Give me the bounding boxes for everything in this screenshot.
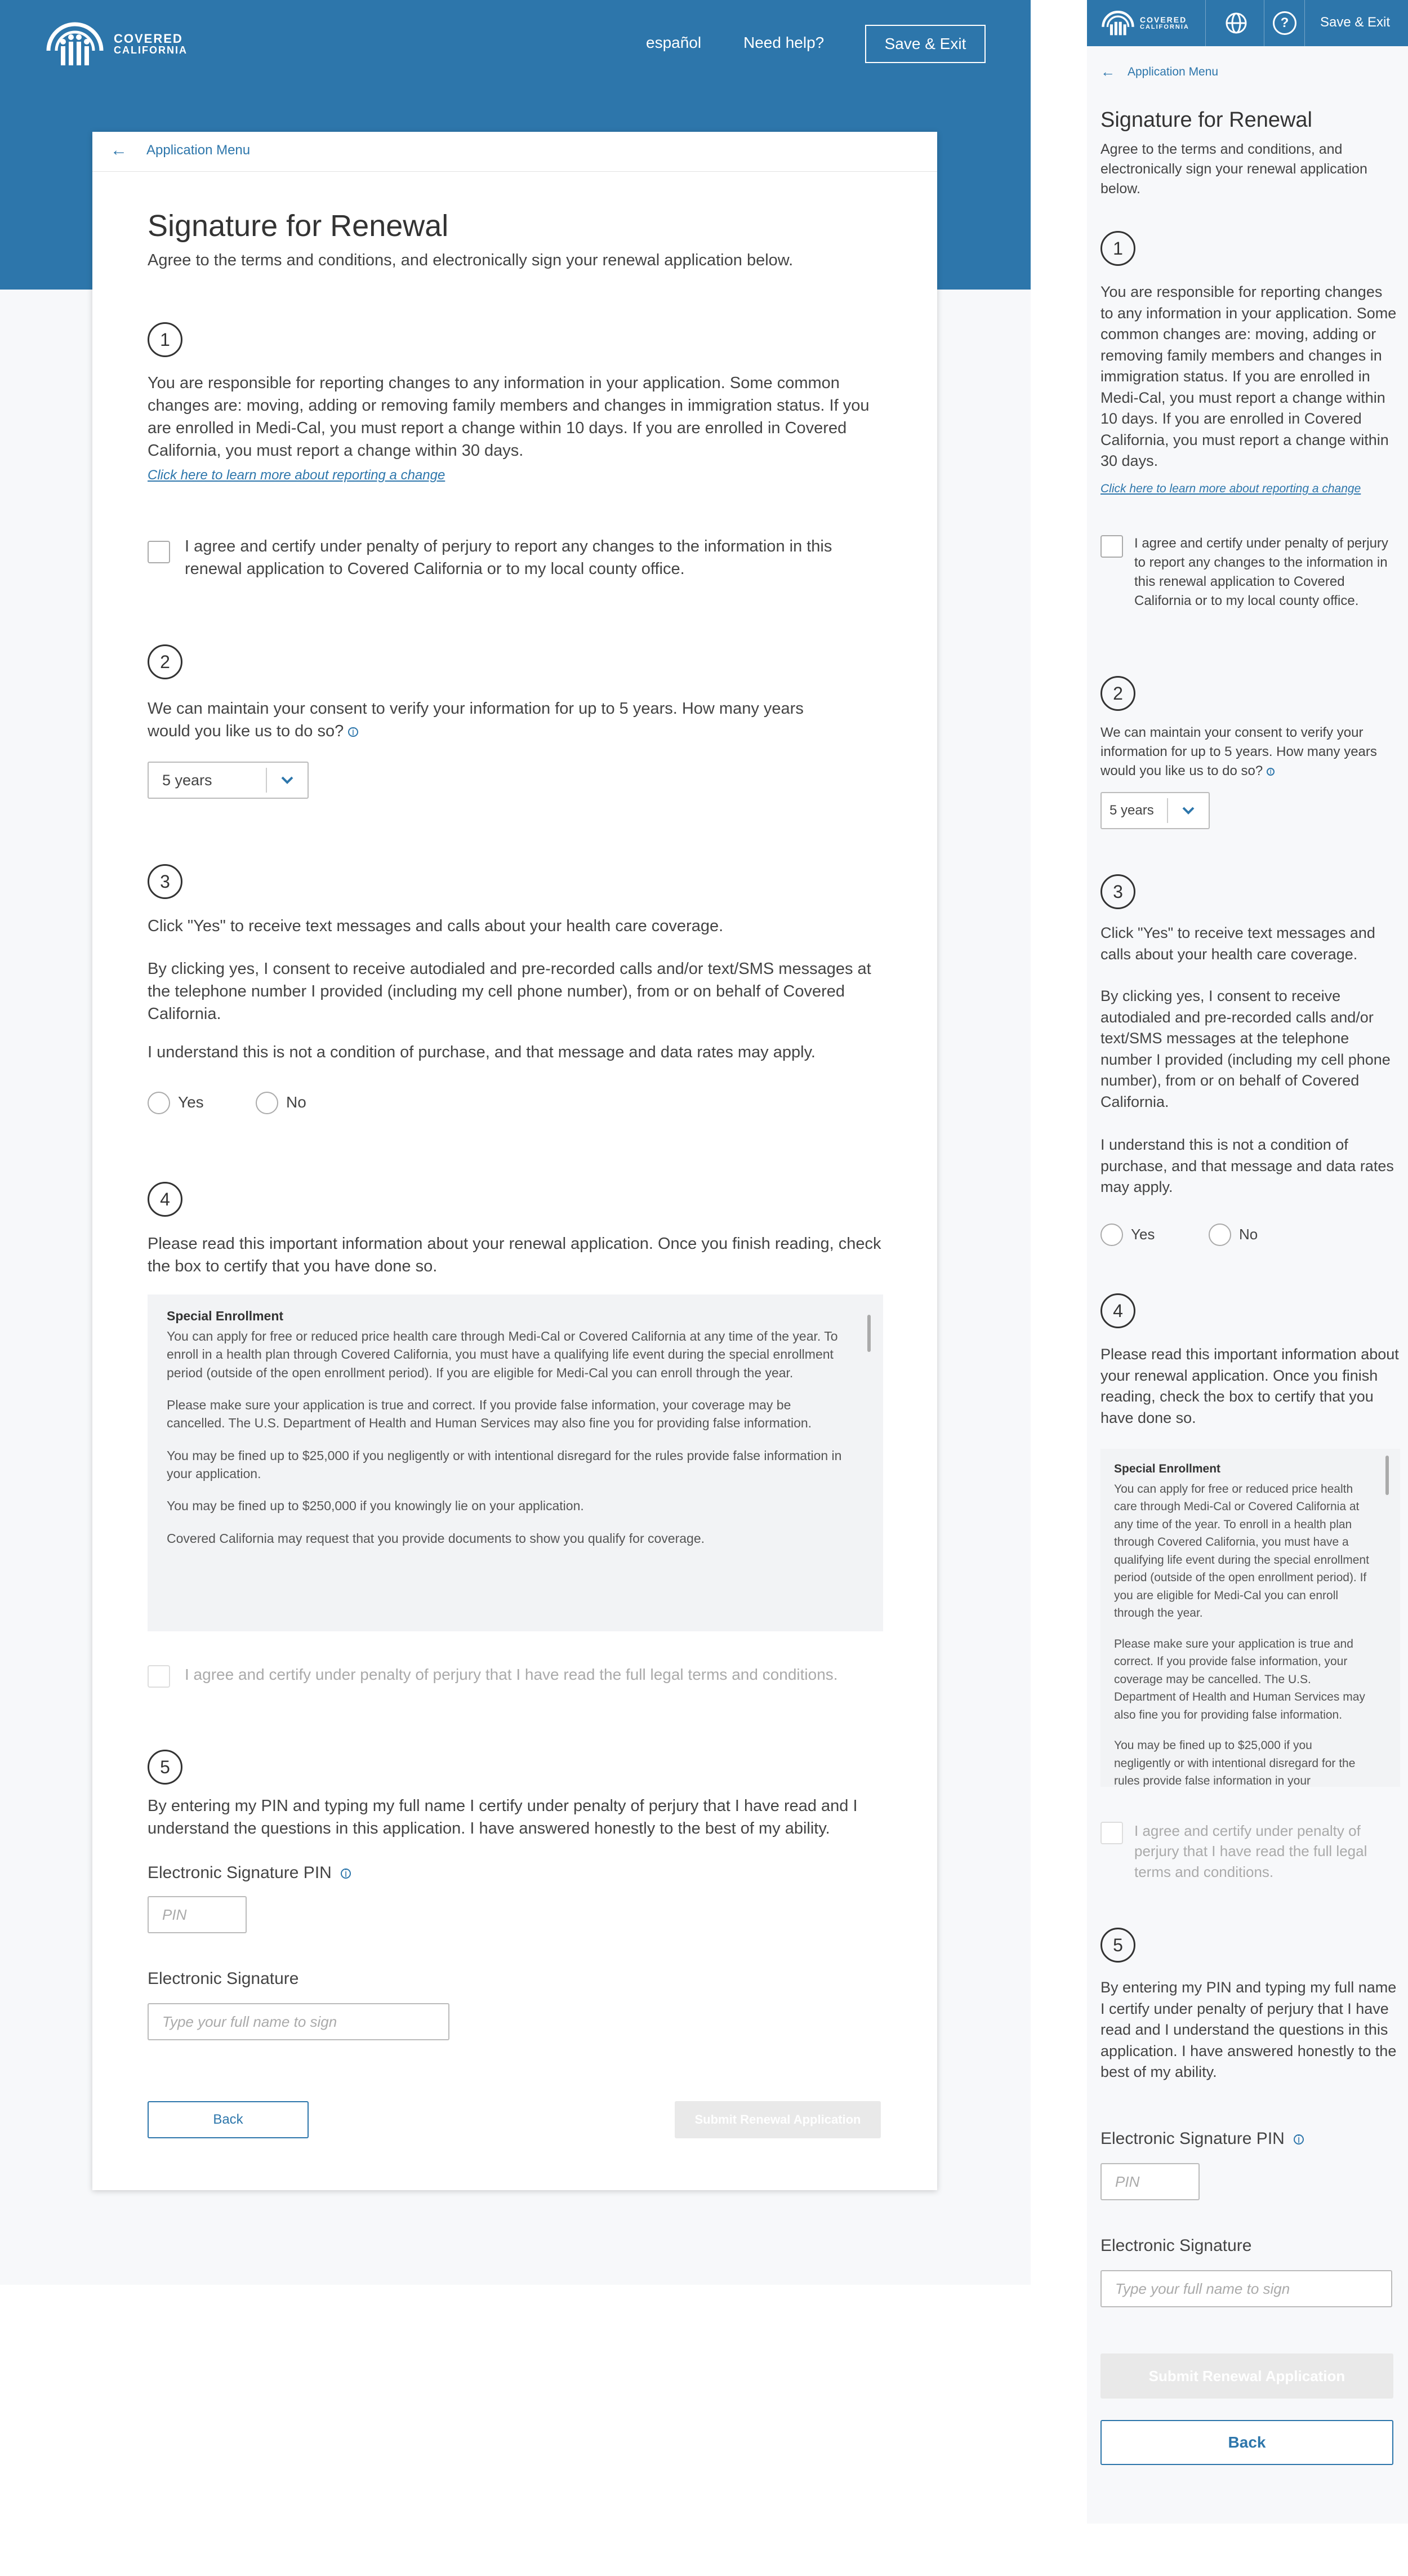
no-radio[interactable] xyxy=(256,1092,278,1114)
question-icon[interactable]: ? xyxy=(1273,11,1296,35)
chevron-down-icon xyxy=(266,768,308,792)
step-2-text-content: We can maintain your consent to verify your information for up to 5 years. How many years would you like us to do so? xyxy=(148,700,804,741)
step-3-consent: By clicking yes, I consent to receive autodialed and pre-recorded calls and/or text/SMS messages at the telephone number I provided (including my cell phone number), from or on behalf of Covered California. xyxy=(148,960,871,1024)
step-1-marker: 1 xyxy=(1100,231,1135,266)
back-button[interactable]: Back xyxy=(1100,2420,1393,2465)
report-changes-label: I agree and certify under penalty of perjury to report any changes to the information in this renewal application to Covered California or to my local county office. xyxy=(185,537,832,579)
step-4-marker: 4 xyxy=(1100,1293,1135,1328)
yes-label: Yes xyxy=(1131,1226,1155,1243)
pin-input[interactable]: PIN xyxy=(1100,2163,1200,2200)
signature-label: Electronic Signature xyxy=(1100,2236,1252,2255)
legal-paragraph: You may be fined up to $25,000 if you negligently or with intentional disregard for the rules provide false information in your xyxy=(1114,1739,1356,1787)
info-icon[interactable]: i xyxy=(348,727,358,737)
legal-terms-box[interactable] xyxy=(148,1294,883,1631)
logo-icon xyxy=(1100,7,1135,39)
step-3-disclaimer: I understand this is not a condition of purchase, and that message and data rates may apply. xyxy=(148,1043,816,1061)
back-button[interactable]: Back xyxy=(148,2101,309,2138)
step-2-marker: 2 xyxy=(1100,676,1135,711)
step-5-marker: 5 xyxy=(148,1750,182,1785)
left-arrow-icon: ← xyxy=(1100,63,1115,80)
no-label: No xyxy=(1239,1226,1258,1243)
step-1-text: You are responsible for reporting changes to any information in your application. Some common changes are: moving, adding or removing family members and changes in immigration status. If you are enrolled in Medi-Cal, you must report a change within 10 days. If you are enrolled in Covered California, you must report a change within 30 days. xyxy=(148,374,870,460)
legal-heading: Special Enrollment xyxy=(1114,1462,1221,1475)
legal-paragraph: You may be fined up to $25,000 if you negligently or with intentional disregard for the rules provide false information in your application. xyxy=(167,1448,842,1481)
mobile-header xyxy=(1087,0,1408,46)
no-label: No xyxy=(286,1093,306,1111)
mobile-view xyxy=(1087,0,1408,2524)
legal-paragraph: You may be fined up to $250,000 if you knowingly lie on your application. xyxy=(167,1498,584,1514)
legal-terms-label: I agree and certify under penalty of perjury that I have read the full legal terms and conditions. xyxy=(1134,1822,1367,1880)
legal-terms-box[interactable] xyxy=(1100,1449,1400,1787)
legal-scrollbar[interactable] xyxy=(1385,1456,1389,1495)
covered-california-logo[interactable] xyxy=(44,16,188,72)
renewal-card xyxy=(92,132,937,2190)
step-3-marker: 3 xyxy=(148,864,182,899)
step-3-consent: By clicking yes, I consent to receive autodialed and pre-recorded calls and/or text/SMS messages at the telephone number I provided (including my cell phone number), from or on behalf of Covered California. xyxy=(1100,987,1391,1110)
pin-label-text: Electronic Signature PIN xyxy=(1100,2129,1285,2148)
signature-label: Electronic Signature xyxy=(148,1969,299,1988)
logo-line-2: CALIFORNIA xyxy=(114,45,188,56)
legal-paragraph: Please make sure your application is true and correct. If you provide false information, your coverage may be cancelled. The U.S. Department of Health and Human Services may also fine you for providing false information. xyxy=(1114,1637,1365,1721)
yes-radio[interactable] xyxy=(1100,1224,1123,1246)
step-3-intro: Click "Yes" to receive text messages and calls about your health care coverage. xyxy=(1100,924,1375,963)
legal-paragraph: You can apply for free or reduced price health care through Medi-Cal or Covered California at any time of the year. To enroll in a health plan through Covered California, you must have a qualifying life event during the special enrollment period (outside of the open enrollment period). If you are eligible for Medi-Cal you can enroll through the year. xyxy=(1114,1482,1369,1620)
info-icon[interactable]: i xyxy=(1267,768,1275,776)
covered-california-logo[interactable] xyxy=(1100,7,1189,39)
reporting-change-link[interactable]: Click here to learn more about reporting a change xyxy=(148,468,445,483)
reporting-change-link[interactable]: Click here to learn more about reporting a change xyxy=(1100,482,1361,495)
report-changes-checkbox[interactable] xyxy=(1100,535,1123,558)
consent-years-select[interactable] xyxy=(148,762,309,799)
step-2-text xyxy=(1100,723,1399,781)
legal-paragraph: Covered California may request that you provide documents to show you qualify for coverage. xyxy=(167,1531,705,1546)
page-subtitle: Agree to the terms and conditions, and electronically sign your renewal application below. xyxy=(1100,141,1367,197)
logo-line-1: COVERED xyxy=(114,32,183,46)
yes-radio[interactable] xyxy=(148,1092,170,1114)
step-5-marker: 5 xyxy=(1100,1928,1135,1963)
step-3-marker: 3 xyxy=(1100,874,1135,909)
legal-scrollbar[interactable] xyxy=(867,1315,871,1352)
pin-input[interactable]: PIN xyxy=(148,1896,247,1933)
step-4-text: Please read this important information about your renewal application. Once you finish reading, check the box to certify that you have done so. xyxy=(148,1235,881,1276)
no-radio[interactable] xyxy=(1209,1224,1231,1246)
divider xyxy=(1205,0,1206,46)
step-1-text: You are responsible for reporting changes to any information in your application. Some common changes are: moving, adding or removing family members and changes in immigration status. If you are enrolled in Medi-Cal, you must report a change within 10 days. If you are enrolled in Covered California, you must report a change within 30 days. xyxy=(1100,283,1397,470)
logo-line-1: COVERED xyxy=(1140,15,1187,24)
page-title: Signature for Renewal xyxy=(1100,108,1312,132)
globe-icon[interactable] xyxy=(1224,11,1248,38)
step-1-marker: 1 xyxy=(148,322,182,357)
info-icon[interactable]: i xyxy=(341,1868,351,1879)
application-menu-label: Application Menu xyxy=(1128,65,1219,78)
step-2-text xyxy=(148,697,823,742)
submit-renewal-button[interactable]: Submit Renewal Application xyxy=(1100,2353,1393,2399)
consent-years-select[interactable] xyxy=(1100,792,1210,829)
page-title: Signature for Renewal xyxy=(148,209,449,243)
pin-label-text: Electronic Signature PIN xyxy=(148,1863,332,1882)
logo-icon xyxy=(44,16,106,72)
pin-label xyxy=(1100,2129,1304,2148)
application-menu-link[interactable] xyxy=(1100,63,1218,81)
consent-years-value: 5 years xyxy=(1110,803,1154,818)
signature-input[interactable]: Type your full name to sign xyxy=(148,2003,449,2040)
step-2-text-content: We can maintain your consent to verify your information for up to 5 years. How many years would you like us to do so? xyxy=(1100,725,1377,779)
info-icon[interactable]: i xyxy=(1294,2134,1304,2145)
step-3-disclaimer: I understand this is not a condition of purchase, and that message and data rates may apply. xyxy=(1100,1136,1394,1196)
legal-paragraph: You can apply for free or reduced price health care through Medi-Cal or Covered California at any time of the year. To enroll in a health plan through Covered California, you must have a qualifying life event during the special enrollment period (outside of the open enrollment period). If you are eligible for Medi-Cal you can enroll through the year. xyxy=(167,1329,838,1380)
legal-terms-label: I agree and certify under penalty of perjury that I have read the full legal terms and conditions. xyxy=(185,1666,838,1683)
save-exit-button[interactable]: Save & Exit xyxy=(865,25,986,63)
step-4-marker: 4 xyxy=(148,1182,182,1217)
consent-years-value: 5 years xyxy=(162,771,212,789)
legal-terms-checkbox[interactable] xyxy=(1100,1822,1123,1844)
signature-input[interactable]: Type your full name to sign xyxy=(1100,2270,1392,2307)
logo-line-2: CALIFORNIA xyxy=(1140,23,1189,30)
save-exit-button[interactable]: Save & Exit xyxy=(1320,15,1391,30)
step-2-marker: 2 xyxy=(148,644,182,679)
application-menu-label: Application Menu xyxy=(146,143,251,158)
divider xyxy=(92,171,937,172)
page-subtitle: Agree to the terms and conditions, and electronically sign your renewal application below. xyxy=(148,251,794,269)
yes-label: Yes xyxy=(178,1093,204,1111)
legal-terms-checkbox[interactable] xyxy=(148,1665,170,1688)
application-menu-link[interactable] xyxy=(110,141,250,160)
step-3-intro: Click "Yes" to receive text messages and calls about your health care coverage. xyxy=(148,917,724,935)
pin-label xyxy=(148,1863,351,1883)
legal-heading: Special Enrollment xyxy=(167,1309,284,1323)
step-5-text: By entering my PIN and typing my full name I certify under penalty of perjury that I have read and I understand the questions in this application. I have answered honestly to the best of my ability. xyxy=(148,1797,858,1838)
left-arrow-icon: ← xyxy=(110,141,127,159)
step-5-text: By entering my PIN and typing my full name I certify under penalty of perjury that I have read and I understand the questions in this application. I have answered honestly to the best of my ability. xyxy=(1100,1979,1397,2081)
divider xyxy=(1304,0,1305,46)
report-changes-label: I agree and certify under penalty of perjury to report any changes to the information in this renewal application to Covered California or to my local county office. xyxy=(1134,536,1388,609)
step-4-text: Please read this important information about your renewal application. Once you finish reading, check the box to certify that you have done so. xyxy=(1100,1346,1399,1426)
legal-paragraph: Please make sure your application is true and correct. If you provide false information, your coverage may be cancelled. The U.S. Department of Health and Human Services may also fine you for providing false information. xyxy=(167,1398,812,1431)
report-changes-checkbox[interactable] xyxy=(148,541,170,563)
espanol-link[interactable]: español xyxy=(646,34,702,51)
need-help-link[interactable]: Need help? xyxy=(743,34,825,51)
submit-renewal-button[interactable]: Submit Renewal Application xyxy=(675,2101,881,2138)
chevron-down-icon xyxy=(1167,798,1209,822)
